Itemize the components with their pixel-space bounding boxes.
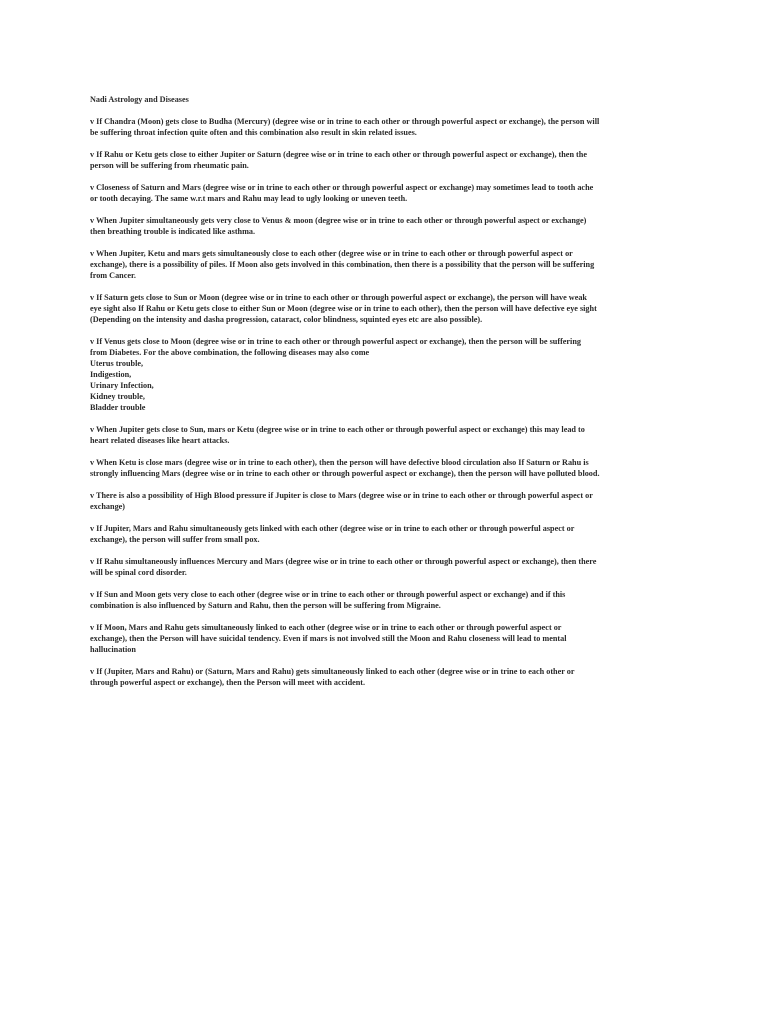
paragraph-line: person will be suffering from rheumatic pain. xyxy=(90,161,249,170)
paragraph-line: v When Ketu is close mars (degree wise or in trine to each other), then the person will have defective blood circulation also If Saturn or Rahu is xyxy=(90,458,589,467)
paragraph-line: v If Rahu or Ketu gets close to either Jupiter or Saturn (degree wise or in trine to each other or through powerful aspect or exchange), then the xyxy=(90,150,587,159)
paragraph-line: v There is also a possibility of High Blood pressure if Jupiter is close to Mars (degree wise or in trine to each other or through powerful aspect or xyxy=(90,491,593,500)
paragraph-line: strongly influencing Mars (degree wise or in trine to each other or through powerful aspect or exchange), then the person will have polluted blood. xyxy=(90,469,600,478)
paragraph-migraine xyxy=(90,589,685,611)
paragraph-line: eye sight also If Rahu or Ketu gets close to either Sun or Moon (degree wise or in trine to each other), then the person will have defective eye sight xyxy=(90,304,597,313)
paragraph-rahu-ketu-rheumatic xyxy=(90,149,685,171)
paragraph-saturn-mars-teeth xyxy=(90,182,685,204)
paragraph-line: from Cancer. xyxy=(90,271,136,280)
paragraph-line: v If Moon, Mars and Rahu gets simultaneously linked to each other (degree wise or in trine to each other or through powerful aspect or xyxy=(90,623,562,632)
disease-list-item: Kidney trouble, xyxy=(90,392,145,401)
paragraph-line: v When Jupiter simultaneously gets very close to Venus & moon (degree wise or in trine to each other or through powerful aspect or exchange) xyxy=(90,216,587,225)
paragraph-eye-sight xyxy=(90,292,685,325)
paragraph-line: exchange), the person will suffer from small pox. xyxy=(90,535,260,544)
paragraph-blood-pressure xyxy=(90,490,685,512)
paragraph-accident xyxy=(90,666,685,688)
paragraph-line: v If Rahu simultaneously influences Mercury and Mars (degree wise or in trine to each other or through powerful aspect or exchange), then there xyxy=(90,557,597,566)
disease-list-item: Uterus trouble, xyxy=(90,359,144,368)
paragraph-diabetes xyxy=(90,336,685,413)
paragraph-line: v If Saturn gets close to Sun or Moon (degree wise or in trine to each other or through powerful aspect or exchange), the person will have weak xyxy=(90,293,587,302)
paragraph-line: heart related diseases like heart attacks. xyxy=(90,436,230,445)
paragraph-line: v If Jupiter, Mars and Rahu simultaneously gets linked with each other (degree wise or in trine to each other or through powerful aspect or xyxy=(90,524,575,533)
paragraph-line: exchange), then the Person will have suicidal tendency. Even if mars is not involved still the Moon and Rahu closeness will lead to mental xyxy=(90,634,567,643)
document-title: Nadi Astrology and Diseases xyxy=(90,95,189,104)
document-page xyxy=(90,94,685,699)
disease-list-item: Bladder trouble xyxy=(90,403,146,412)
paragraph-line: v When Jupiter, Ketu and mars gets simultaneously close to each other (degree wise or in trine to each other or through powerful aspect or xyxy=(90,249,573,258)
paragraph-line: exchange) xyxy=(90,502,126,511)
paragraph-line: will be spinal cord disorder. xyxy=(90,568,187,577)
paragraph-chandra-budha xyxy=(90,116,685,138)
paragraph-line: exchange), there is a possibility of piles. If Moon also gets involved in this combination, then there is a possibility that the person will be suffering xyxy=(90,260,595,269)
paragraph-line: combination is also influenced by Saturn and Rahu, then the person will be suffering from Migraine. xyxy=(90,601,441,610)
paragraph-suicidal-tendency xyxy=(90,622,685,655)
paragraph-line: hallucination xyxy=(90,645,136,654)
paragraph-line: then breathing trouble is indicated like asthma. xyxy=(90,227,256,236)
paragraph-line: from Diabetes. For the above combination, the following diseases may also come xyxy=(90,348,370,357)
paragraph-line: (Depending on the intensity and dasha progression, cataract, color blindness, squinted eyes etc are also possible). xyxy=(90,315,483,324)
paragraph-line: v If (Jupiter, Mars and Rahu) or (Saturn, Mars and Rahu) gets simultaneously linked to each other (degree wise or in trine to each other or xyxy=(90,667,575,676)
paragraph-blood-circulation xyxy=(90,457,685,479)
paragraph-spinal-cord xyxy=(90,556,685,578)
paragraph-line: v If Chandra (Moon) gets close to Budha (Mercury) (degree wise or in trine to each other or through powerful aspect or exchange), the person will xyxy=(90,117,600,126)
paragraph-heart xyxy=(90,424,685,446)
disease-list-item: Urinary Infection, xyxy=(90,381,154,390)
paragraph-line: be suffering throat infection quite often and this combination also result in skin related issues. xyxy=(90,128,417,137)
paragraph-jupiter-venus-asthma xyxy=(90,215,685,237)
paragraph-line: or tooth decaying. The same w.r.t mars and Rahu may lead to ugly looking or uneven teeth. xyxy=(90,194,408,203)
paragraph-line: v Closeness of Saturn and Mars (degree wise or in trine to each other or through powerful aspect or exchange) may sometimes lead to tooth ache xyxy=(90,183,594,192)
paragraph-line: through powerful aspect or exchange), then the Person will meet with accident. xyxy=(90,678,366,687)
paragraph-line: v If Sun and Moon gets very close to each other (degree wise or in trine to each other or through powerful aspect or exchange) and if this xyxy=(90,590,566,599)
paragraph-line: v If Venus gets close to Moon (degree wise or in trine to each other or through powerful aspect or exchange), then the person will be suffering xyxy=(90,337,581,346)
paragraph-piles-cancer xyxy=(90,248,685,281)
paragraph-small-pox xyxy=(90,523,685,545)
disease-list-item: Indigestion, xyxy=(90,370,132,379)
paragraph-line: v When Jupiter gets close to Sun, mars or Ketu (degree wise or in trine to each other or through powerful aspect or exchange) this may lead to xyxy=(90,425,585,434)
